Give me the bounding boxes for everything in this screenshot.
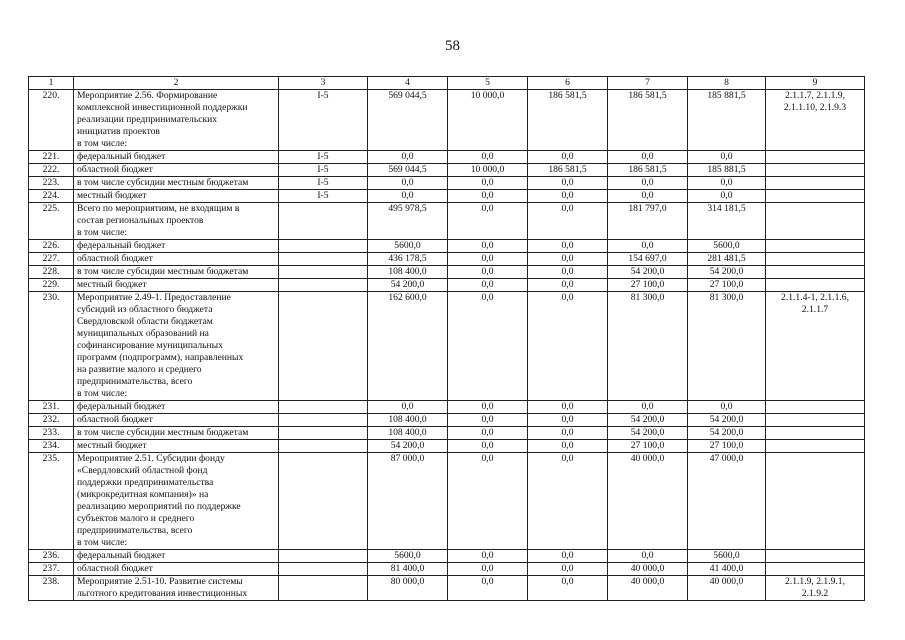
total-value-cell: 81 400,0 bbox=[368, 563, 448, 576]
item-name-cell: федеральный бюджет bbox=[74, 240, 279, 253]
value-cell: 0,0 bbox=[608, 151, 688, 164]
target-indicator-cell bbox=[766, 151, 865, 164]
value-cell: 0,0 bbox=[448, 453, 528, 550]
table-row bbox=[29, 279, 865, 292]
item-name-cell: в том числе субсидии местным бюджетам bbox=[74, 177, 279, 190]
value-cell: 186 581,5 bbox=[608, 164, 688, 177]
table-row bbox=[29, 164, 865, 177]
target-indicator-cell: 2.1.1.4-1, 2.1.1.6, 2.1.1.7 bbox=[766, 292, 865, 401]
target-indicator-cell bbox=[766, 563, 865, 576]
row-number-cell: 227. bbox=[29, 253, 74, 266]
value-cell: 0,0 bbox=[528, 414, 608, 427]
item-name-cell: местный бюджет bbox=[74, 279, 279, 292]
value-cell: 186 581,5 bbox=[528, 164, 608, 177]
value-cell: 10 000,0 bbox=[448, 90, 528, 151]
column-header: 8 bbox=[688, 77, 766, 90]
value-cell: 0,0 bbox=[448, 427, 528, 440]
target-indicator-cell bbox=[766, 253, 865, 266]
table-row bbox=[29, 576, 865, 601]
value-cell: 40 000,0 bbox=[608, 453, 688, 550]
value-cell: 0,0 bbox=[448, 177, 528, 190]
item-name-cell: Мероприятие 2.51-10. Развитие системы льготного кредитования инвестиционных bbox=[74, 576, 279, 601]
target-indicator-cell: 2.1.1.7, 2.1.1.9, 2.1.1.10, 2.1.9.3 bbox=[766, 90, 865, 151]
period-cell bbox=[279, 440, 368, 453]
value-cell: 0,0 bbox=[688, 401, 766, 414]
period-cell bbox=[279, 414, 368, 427]
table-row bbox=[29, 453, 865, 550]
value-cell: 0,0 bbox=[528, 177, 608, 190]
total-value-cell: 54 200,0 bbox=[368, 440, 448, 453]
value-cell: 27 100,0 bbox=[688, 279, 766, 292]
value-cell: 0,0 bbox=[608, 240, 688, 253]
value-cell: 40 000,0 bbox=[608, 563, 688, 576]
row-number-cell: 232. bbox=[29, 414, 74, 427]
item-name-cell: федеральный бюджет bbox=[74, 151, 279, 164]
table-row bbox=[29, 253, 865, 266]
row-number-cell: 230. bbox=[29, 292, 74, 401]
item-name-cell: Мероприятие 2.56. Формирование комплексной инвестиционной поддержки реализации предпринимательских инициатив проектов в том числе: bbox=[74, 90, 279, 151]
value-cell: 0,0 bbox=[448, 440, 528, 453]
column-header: 3 bbox=[279, 77, 368, 90]
total-value-cell: 569 044,5 bbox=[368, 90, 448, 151]
table-row bbox=[29, 292, 865, 401]
value-cell: 54 200,0 bbox=[608, 266, 688, 279]
row-number-cell: 238. bbox=[29, 576, 74, 601]
value-cell: 154 697,0 bbox=[608, 253, 688, 266]
value-cell: 0,0 bbox=[448, 203, 528, 240]
row-number-cell: 220. bbox=[29, 90, 74, 151]
total-value-cell: 5600,0 bbox=[368, 550, 448, 563]
value-cell: 0,0 bbox=[528, 279, 608, 292]
row-number-cell: 234. bbox=[29, 440, 74, 453]
value-cell: 10 000,0 bbox=[448, 164, 528, 177]
item-name-cell: областной бюджет bbox=[74, 253, 279, 266]
column-header: 4 bbox=[368, 77, 448, 90]
value-cell: 0,0 bbox=[528, 427, 608, 440]
value-cell: 0,0 bbox=[528, 151, 608, 164]
table-row bbox=[29, 177, 865, 190]
row-number-cell: 235. bbox=[29, 453, 74, 550]
value-cell: 281 481,5 bbox=[688, 253, 766, 266]
value-cell: 186 581,5 bbox=[528, 90, 608, 151]
value-cell: 41 400,0 bbox=[688, 563, 766, 576]
period-cell: I-5 bbox=[279, 177, 368, 190]
table-row bbox=[29, 427, 865, 440]
value-cell: 0,0 bbox=[528, 240, 608, 253]
item-name-cell: областной бюджет bbox=[74, 164, 279, 177]
row-number-cell: 237. bbox=[29, 563, 74, 576]
table-row bbox=[29, 190, 865, 203]
value-cell: 0,0 bbox=[528, 253, 608, 266]
value-cell: 0,0 bbox=[608, 190, 688, 203]
value-cell: 0,0 bbox=[688, 190, 766, 203]
column-number-header-row bbox=[29, 77, 865, 90]
value-cell: 0,0 bbox=[448, 576, 528, 601]
table-row bbox=[29, 90, 865, 151]
value-cell: 0,0 bbox=[528, 563, 608, 576]
total-value-cell: 0,0 bbox=[368, 401, 448, 414]
value-cell: 40 000,0 bbox=[688, 576, 766, 601]
total-value-cell: 87 000,0 bbox=[368, 453, 448, 550]
value-cell: 54 200,0 bbox=[688, 414, 766, 427]
period-cell bbox=[279, 563, 368, 576]
item-name-cell: федеральный бюджет bbox=[74, 401, 279, 414]
target-indicator-cell bbox=[766, 401, 865, 414]
table-row bbox=[29, 414, 865, 427]
value-cell: 0,0 bbox=[528, 576, 608, 601]
value-cell: 0,0 bbox=[448, 266, 528, 279]
period-cell bbox=[279, 203, 368, 240]
value-cell: 181 797,0 bbox=[608, 203, 688, 240]
table-row bbox=[29, 151, 865, 164]
total-value-cell: 569 044,5 bbox=[368, 164, 448, 177]
column-header: 9 bbox=[766, 77, 865, 90]
value-cell: 54 200,0 bbox=[688, 427, 766, 440]
value-cell: 186 581,5 bbox=[608, 90, 688, 151]
target-indicator-cell: 2.1.1.9, 2.1.9.1, 2.1.9.2 bbox=[766, 576, 865, 601]
row-number-cell: 221. bbox=[29, 151, 74, 164]
row-number-cell: 224. bbox=[29, 190, 74, 203]
total-value-cell: 495 978,5 bbox=[368, 203, 448, 240]
value-cell: 0,0 bbox=[528, 440, 608, 453]
column-header: 5 bbox=[448, 77, 528, 90]
table-row bbox=[29, 550, 865, 563]
value-cell: 0,0 bbox=[528, 203, 608, 240]
total-value-cell: 436 178,5 bbox=[368, 253, 448, 266]
value-cell: 54 200,0 bbox=[608, 427, 688, 440]
value-cell: 0,0 bbox=[528, 266, 608, 279]
total-value-cell: 80 000,0 bbox=[368, 576, 448, 601]
target-indicator-cell bbox=[766, 177, 865, 190]
item-name-cell: федеральный бюджет bbox=[74, 550, 279, 563]
total-value-cell: 0,0 bbox=[368, 190, 448, 203]
item-name-cell: местный бюджет bbox=[74, 440, 279, 453]
table-row bbox=[29, 203, 865, 240]
period-cell: I-5 bbox=[279, 151, 368, 164]
period-cell: I-5 bbox=[279, 164, 368, 177]
period-cell bbox=[279, 401, 368, 414]
target-indicator-cell bbox=[766, 164, 865, 177]
total-value-cell: 108 400,0 bbox=[368, 414, 448, 427]
value-cell: 314 181,5 bbox=[688, 203, 766, 240]
value-cell: 0,0 bbox=[688, 177, 766, 190]
value-cell: 0,0 bbox=[608, 401, 688, 414]
row-number-cell: 233. bbox=[29, 427, 74, 440]
value-cell: 185 881,5 bbox=[688, 90, 766, 151]
value-cell: 0,0 bbox=[448, 292, 528, 401]
target-indicator-cell bbox=[766, 190, 865, 203]
value-cell: 27 100,0 bbox=[608, 279, 688, 292]
period-cell bbox=[279, 453, 368, 550]
value-cell: 0,0 bbox=[448, 563, 528, 576]
row-number-cell: 223. bbox=[29, 177, 74, 190]
target-indicator-cell bbox=[766, 453, 865, 550]
period-cell bbox=[279, 292, 368, 401]
table-row bbox=[29, 440, 865, 453]
table-row bbox=[29, 401, 865, 414]
value-cell: 40 000,0 bbox=[608, 576, 688, 601]
period-cell bbox=[279, 279, 368, 292]
value-cell: 0,0 bbox=[448, 279, 528, 292]
row-number-cell: 225. bbox=[29, 203, 74, 240]
total-value-cell: 0,0 bbox=[368, 177, 448, 190]
value-cell: 0,0 bbox=[448, 253, 528, 266]
value-cell: 0,0 bbox=[448, 550, 528, 563]
value-cell: 0,0 bbox=[608, 177, 688, 190]
value-cell: 0,0 bbox=[528, 550, 608, 563]
target-indicator-cell bbox=[766, 203, 865, 240]
value-cell: 0,0 bbox=[688, 151, 766, 164]
period-cell bbox=[279, 266, 368, 279]
target-indicator-cell bbox=[766, 266, 865, 279]
table-row bbox=[29, 266, 865, 279]
target-indicator-cell bbox=[766, 279, 865, 292]
budget-table bbox=[28, 76, 865, 601]
row-number-cell: 229. bbox=[29, 279, 74, 292]
row-number-cell: 228. bbox=[29, 266, 74, 279]
item-name-cell: местный бюджет bbox=[74, 190, 279, 203]
value-cell: 0,0 bbox=[608, 550, 688, 563]
value-cell: 0,0 bbox=[528, 453, 608, 550]
item-name-cell: областной бюджет bbox=[74, 414, 279, 427]
page-number: 58 bbox=[445, 38, 460, 54]
target-indicator-cell bbox=[766, 550, 865, 563]
value-cell: 81 300,0 bbox=[608, 292, 688, 401]
value-cell: 0,0 bbox=[528, 401, 608, 414]
period-cell bbox=[279, 427, 368, 440]
target-indicator-cell bbox=[766, 440, 865, 453]
column-header: 1 bbox=[29, 77, 74, 90]
target-indicator-cell bbox=[766, 414, 865, 427]
column-header: 2 bbox=[74, 77, 279, 90]
item-name-cell: Мероприятие 2.49-1. Предоставление субсидий из областного бюджета Свердловской области бюджетам муниципальных образований на софинансирование муниципальных программ (подпрограмм), направленных на развитие малого и среднего предпринимательства, всего в том числе: bbox=[74, 292, 279, 401]
value-cell: 0,0 bbox=[448, 414, 528, 427]
value-cell: 27 100,0 bbox=[688, 440, 766, 453]
value-cell: 0,0 bbox=[448, 190, 528, 203]
item-name-cell: Всего по мероприятиям, не входящим в состав региональных проектов в том числе: bbox=[74, 203, 279, 240]
value-cell: 0,0 bbox=[448, 151, 528, 164]
value-cell: 185 881,5 bbox=[688, 164, 766, 177]
period-cell bbox=[279, 253, 368, 266]
period-cell: I-5 bbox=[279, 90, 368, 151]
value-cell: 47 000,0 bbox=[688, 453, 766, 550]
item-name-cell: в том числе субсидии местным бюджетам bbox=[74, 427, 279, 440]
table-row bbox=[29, 563, 865, 576]
row-number-cell: 222. bbox=[29, 164, 74, 177]
target-indicator-cell bbox=[766, 427, 865, 440]
period-cell: I-5 bbox=[279, 190, 368, 203]
value-cell: 81 300,0 bbox=[688, 292, 766, 401]
item-name-cell: в том числе субсидии местным бюджетам bbox=[74, 266, 279, 279]
period-cell bbox=[279, 576, 368, 601]
value-cell: 27 100,0 bbox=[608, 440, 688, 453]
column-header: 7 bbox=[608, 77, 688, 90]
column-header: 6 bbox=[528, 77, 608, 90]
total-value-cell: 108 400,0 bbox=[368, 427, 448, 440]
total-value-cell: 108 400,0 bbox=[368, 266, 448, 279]
value-cell: 5600,0 bbox=[688, 240, 766, 253]
item-name-cell: областной бюджет bbox=[74, 563, 279, 576]
value-cell: 0,0 bbox=[448, 240, 528, 253]
row-number-cell: 226. bbox=[29, 240, 74, 253]
table-row bbox=[29, 240, 865, 253]
row-number-cell: 236. bbox=[29, 550, 74, 563]
value-cell: 0,0 bbox=[528, 292, 608, 401]
period-cell bbox=[279, 550, 368, 563]
total-value-cell: 5600,0 bbox=[368, 240, 448, 253]
total-value-cell: 162 600,0 bbox=[368, 292, 448, 401]
value-cell: 0,0 bbox=[448, 401, 528, 414]
target-indicator-cell bbox=[766, 240, 865, 253]
value-cell: 0,0 bbox=[528, 190, 608, 203]
item-name-cell: Мероприятие 2.51. Субсидии фонду «Свердловский областной фонд поддержки предпринимательства (микрокредитная компания)» на реализацию мероприятий по поддержке субъектов малого и среднего предпринимательства, всего в том числе: bbox=[74, 453, 279, 550]
total-value-cell: 0,0 bbox=[368, 151, 448, 164]
period-cell bbox=[279, 240, 368, 253]
row-number-cell: 231. bbox=[29, 401, 74, 414]
value-cell: 54 200,0 bbox=[688, 266, 766, 279]
value-cell: 54 200,0 bbox=[608, 414, 688, 427]
total-value-cell: 54 200,0 bbox=[368, 279, 448, 292]
value-cell: 5600,0 bbox=[688, 550, 766, 563]
